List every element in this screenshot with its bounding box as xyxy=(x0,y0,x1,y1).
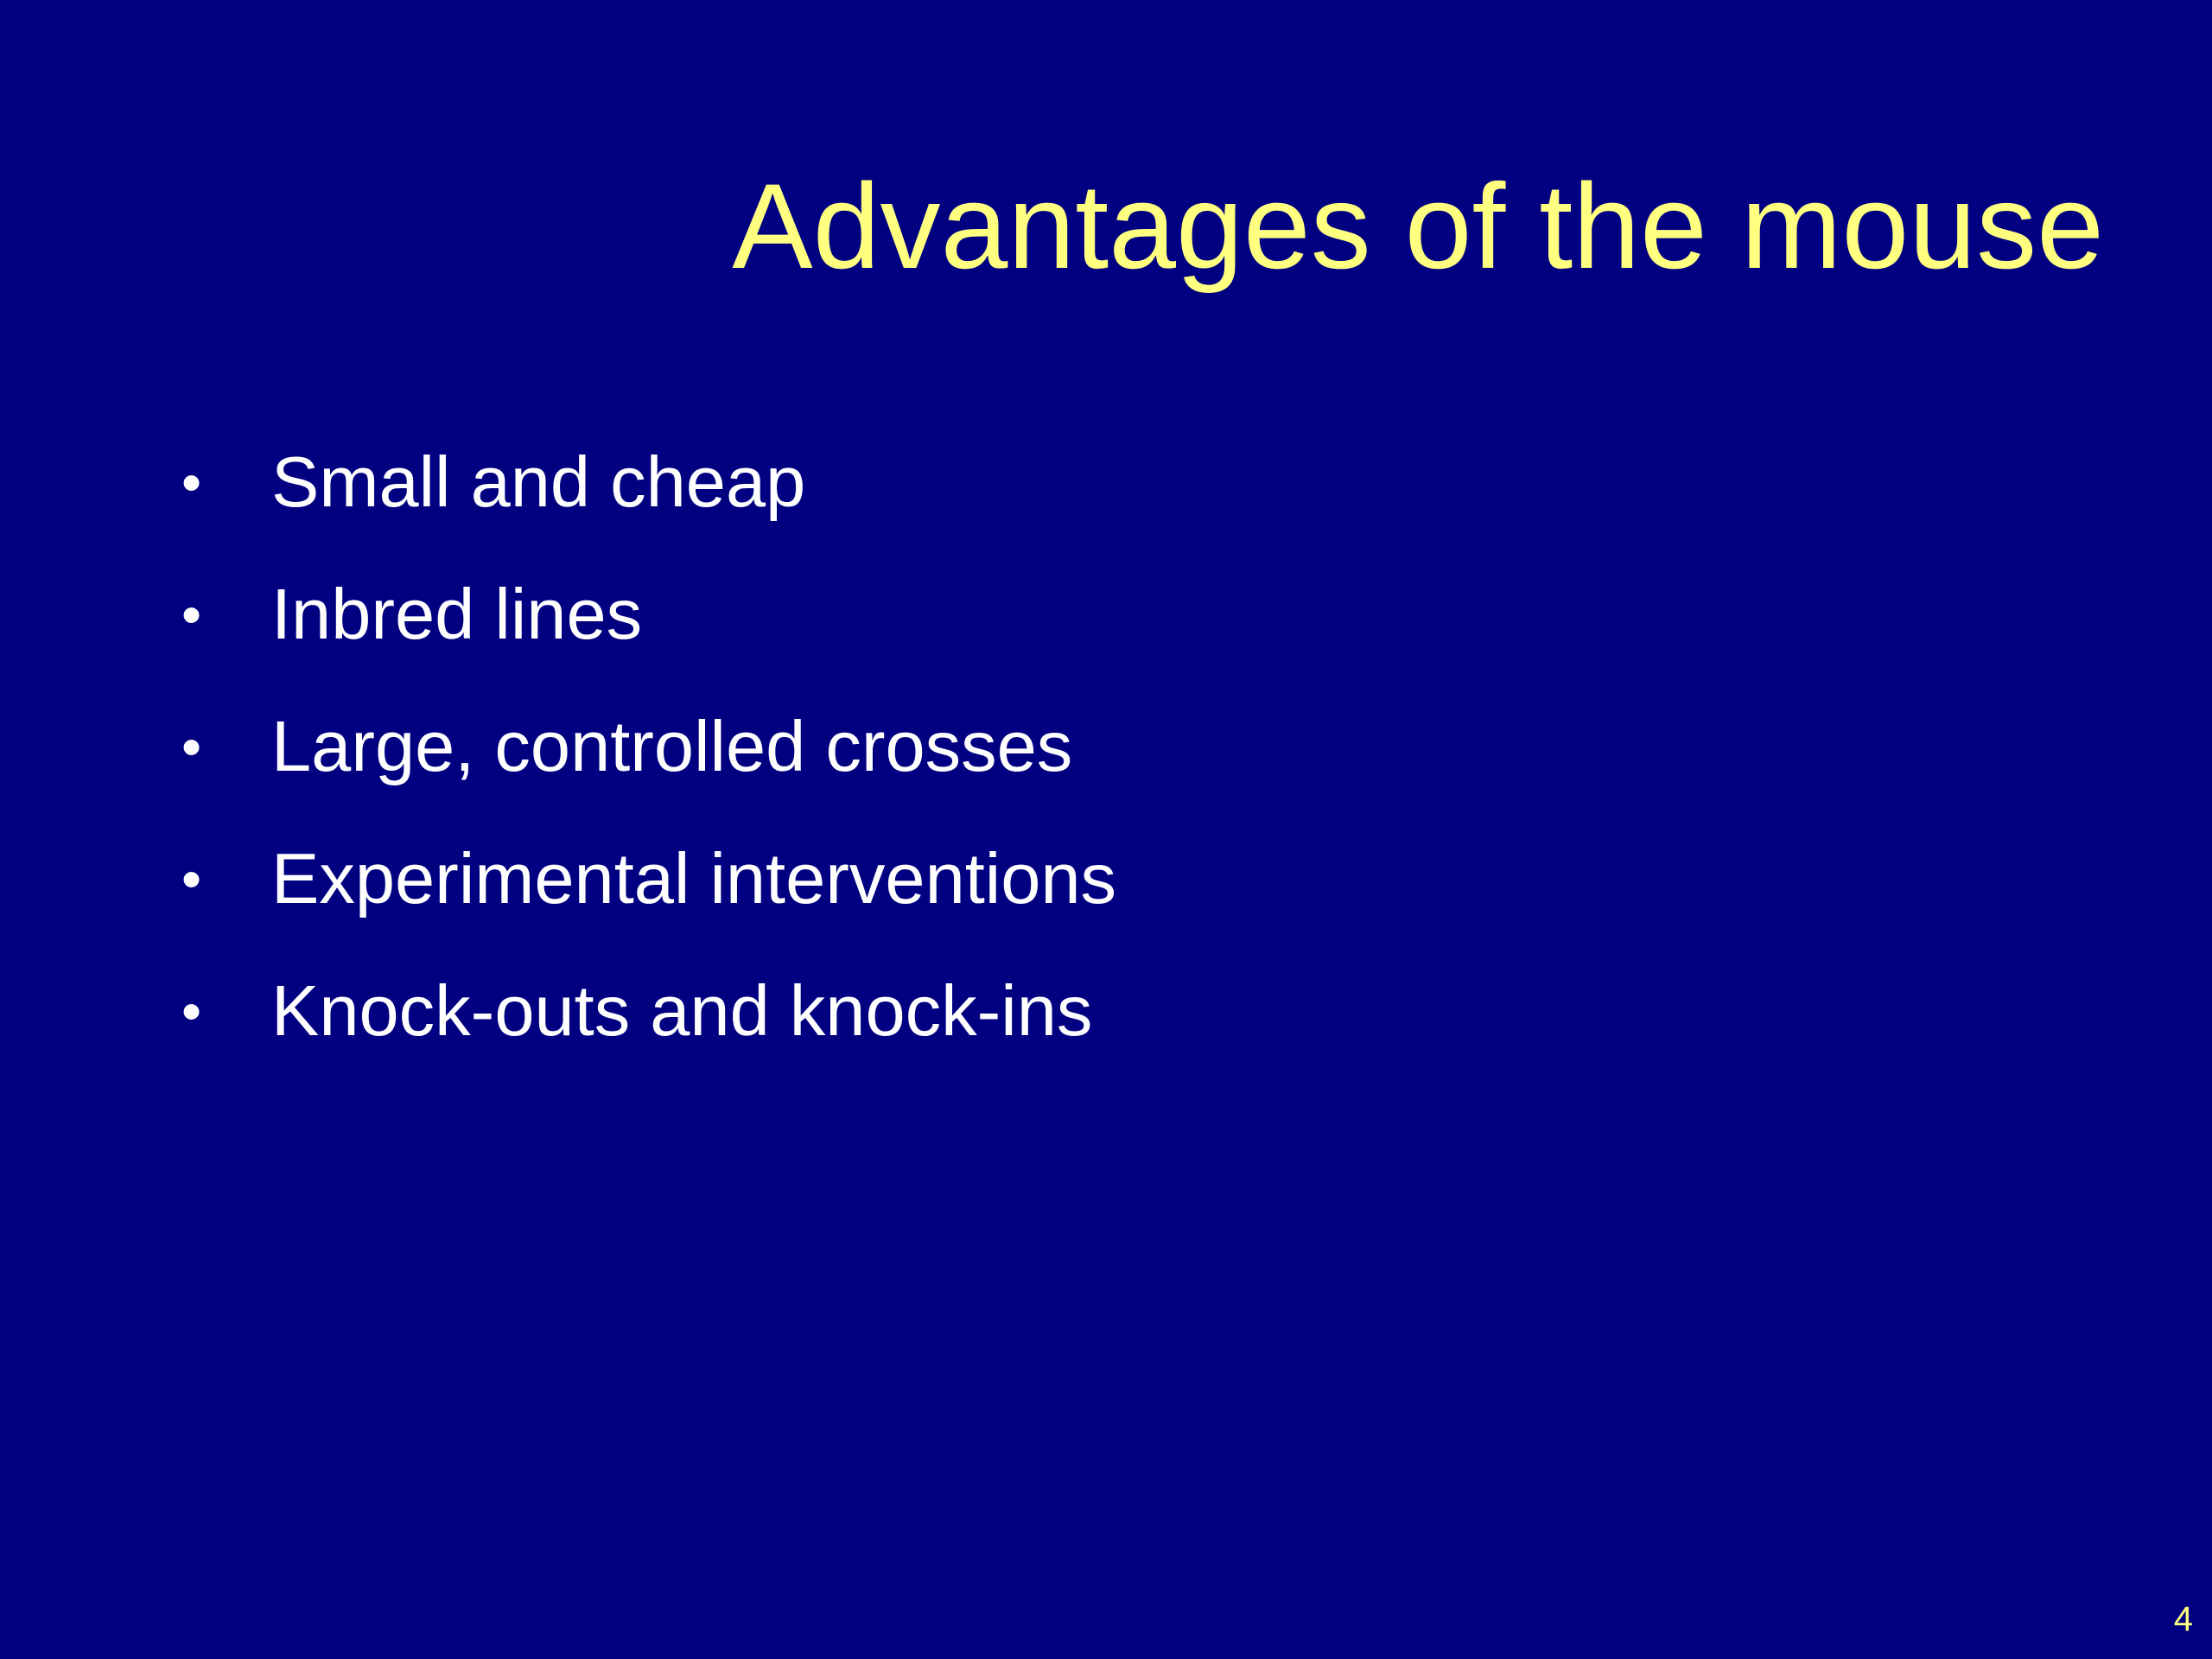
bullet-icon: • xyxy=(181,847,202,911)
bullet-text: Knock-outs and knock-ins xyxy=(271,970,1093,1051)
bullet-icon: • xyxy=(181,979,202,1043)
page-number: 4 xyxy=(2173,1600,2193,1638)
bullet-text: Experimental interventions xyxy=(271,838,1117,918)
slide-title: Advantages of the mouse xyxy=(732,158,2104,294)
bullet-text: Small and cheap xyxy=(271,442,806,522)
bullet-text: Large, controlled crosses xyxy=(271,706,1073,786)
bullet-icon: • xyxy=(181,582,202,646)
bullet-icon: • xyxy=(181,450,202,514)
bullet-icon: • xyxy=(181,715,202,779)
bullet-text: Inbred lines xyxy=(271,574,643,654)
